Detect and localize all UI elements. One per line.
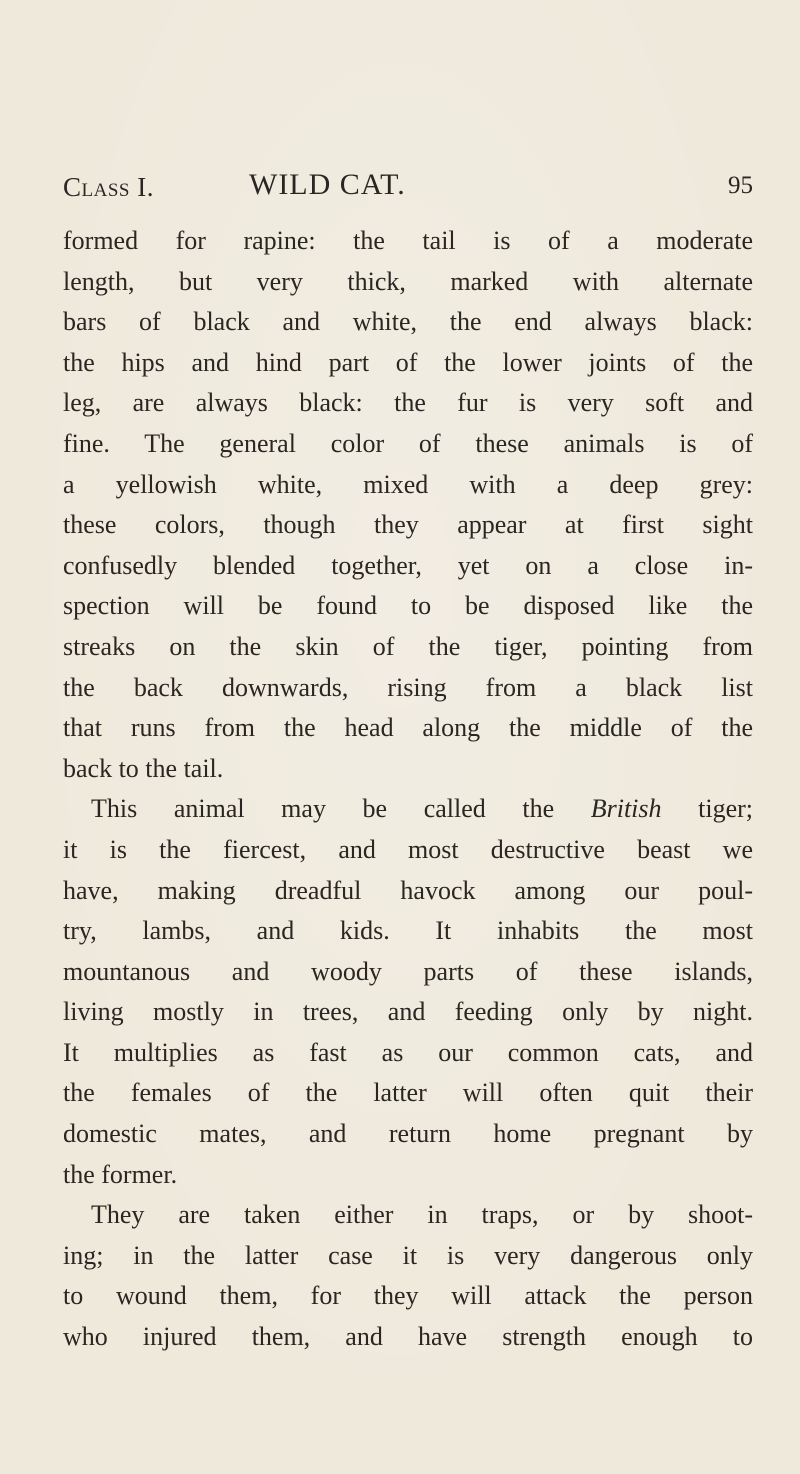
text-line: have, making dreadful havock among our poul- <box>63 875 753 905</box>
text-line: back to the tail. <box>63 753 224 783</box>
text-line: the former. <box>63 1159 178 1189</box>
text-line: to wound them, for they will attack the person <box>63 1281 753 1311</box>
class-label-prefix: Class <box>63 172 130 202</box>
text-line: leg, are always black: the fur is very soft and <box>63 388 753 418</box>
text-line: They are taken either in traps, or by shoot- <box>91 1200 753 1230</box>
body-text <box>63 221 753 1358</box>
text-line: bars of black and white, the end always black: <box>63 307 753 337</box>
text-line: who injured them, and have strength enough to <box>63 1322 753 1352</box>
text-line <box>63 789 753 830</box>
text-line: try, lambs, and kids. It inhabits the most <box>63 916 753 946</box>
text-line: the back downwards, rising from a black list <box>63 672 753 702</box>
text-line: the females of the latter will often quit their <box>63 1078 753 1108</box>
emphasis-british: British <box>590 794 662 824</box>
page-title: WILD CAT. <box>249 168 406 201</box>
class-label <box>63 172 154 203</box>
running-head <box>63 168 753 208</box>
class-label-number: I. <box>137 172 154 202</box>
text-line: it is the fiercest, and most destructive beast we <box>63 834 753 864</box>
text-line: formed for rapine: the tail is of a moderate <box>63 226 753 255</box>
text-line: ing; in the latter case it is very dangerous only <box>63 1240 753 1270</box>
text-line: length, but very thick, marked with alternate <box>63 266 753 296</box>
text-line: domestic mates, and return home pregnant by <box>63 1119 753 1149</box>
text-line: confusedly blended together, yet on a close in- <box>63 550 753 580</box>
text-run: tiger; <box>698 794 754 824</box>
text-line: mountanous and woody parts of these islands, <box>63 956 753 986</box>
text-line: that runs from the head along the middle of the <box>63 713 753 743</box>
page-number: 95 <box>728 172 753 199</box>
text-line: It multiplies as fast as our common cats, and <box>63 1037 753 1067</box>
text-line: a yellowish white, mixed with a deep grey: <box>63 469 753 499</box>
text-run: This animal may be called the <box>91 794 555 824</box>
text-line: the hips and hind part of the lower joints of the <box>63 347 753 377</box>
text-line: fine. The general color of these animals is of <box>63 428 753 458</box>
text-line: these colors, though they appear at first sight <box>63 510 753 540</box>
text-line: spection will be found to be disposed like the <box>63 591 753 621</box>
text-line: living mostly in trees, and feeding only by night. <box>63 997 753 1027</box>
text-line: streaks on the skin of the tiger, pointing from <box>63 631 753 661</box>
